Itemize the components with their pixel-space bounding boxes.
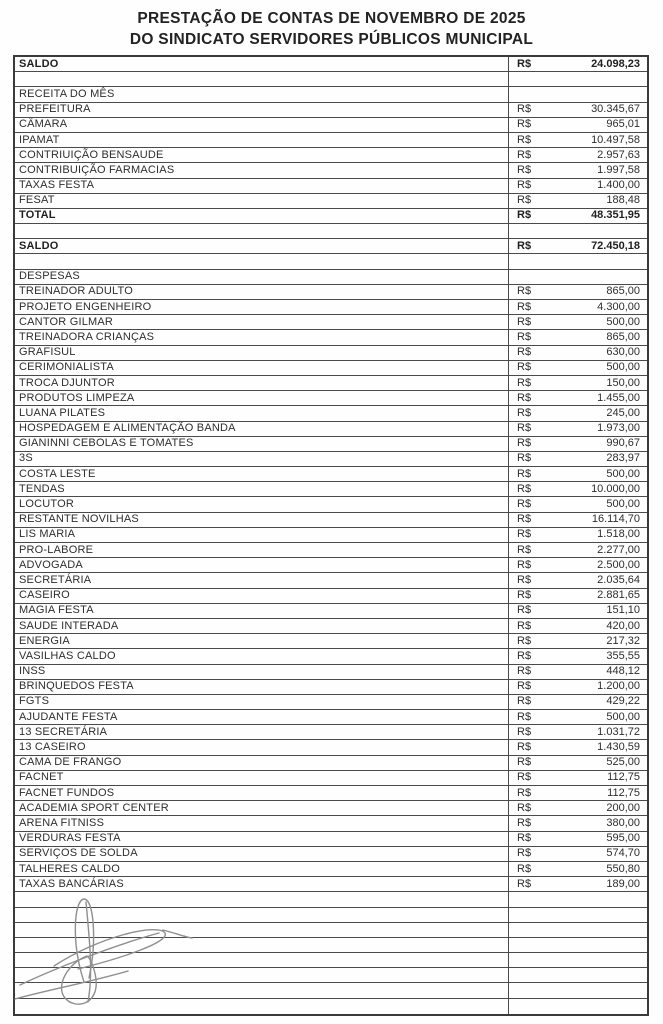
row-label: ENERGIA [19,634,70,647]
row-value-cell [508,908,647,922]
table-row [15,376,647,391]
row-amount: 283,97 [606,452,640,465]
row-currency: R$ [517,649,532,662]
row-label: CONTRIUIÇÃO BENSAUDE [19,148,164,161]
row-currency: R$ [517,118,532,131]
row-amount: 1.200,00 [597,680,640,693]
row-amount: 150,00 [606,376,640,389]
table-row [15,118,647,133]
table-row [15,634,647,649]
document-title [0,8,663,50]
row-label [15,999,508,1014]
row-value-cell [508,634,647,648]
row-value-cell [508,740,647,754]
row-amount: 200,00 [606,801,640,814]
table-row [15,194,647,209]
row-value-cell [508,239,647,253]
row-label [15,72,508,86]
row-value-cell [508,452,647,466]
row-currency: R$ [517,528,532,541]
row-value-cell [508,665,647,679]
row-value-cell [508,497,647,511]
row-label: SALDO [19,239,59,252]
row-amount: 355,55 [606,649,640,662]
row-value-cell [508,376,647,390]
table-row [15,72,647,87]
row-currency: R$ [517,239,532,252]
row-value-cell [508,148,647,162]
row-amount: 1.973,00 [597,422,640,435]
table-row [15,665,647,680]
row-amount: 2.500,00 [597,558,640,571]
row-value-cell [508,87,647,101]
table-row [15,908,647,923]
row-amount: 1.518,00 [597,528,640,541]
row-currency: R$ [517,634,532,647]
row-label: FGTS [19,695,50,708]
table-row [15,877,647,892]
row-amount: 112,75 [607,771,640,784]
row-currency: R$ [517,725,532,738]
row-value-cell [508,999,647,1014]
table-row [15,300,647,315]
row-currency: R$ [517,786,532,799]
row-label: TREINADOR ADULTO [19,285,134,298]
row-label: CÂMARA [19,118,68,131]
row-currency: R$ [517,665,532,678]
row-value-cell [508,786,647,800]
row-currency: R$ [517,163,532,176]
row-label: CASEIRO [19,589,70,602]
row-label: 13 SECRETÁRIA [19,725,108,738]
row-label: SALDO [19,57,59,70]
table-row [15,801,647,816]
row-value-cell [508,254,647,268]
row-label: PREFEITURA [19,103,91,116]
table-row [15,437,647,452]
row-label: TAXAS BANCÁRIAS [19,877,124,890]
row-value-cell [508,543,647,557]
row-value-cell [508,801,647,815]
row-amount: 1.997,58 [597,163,640,176]
row-label: HOSPEDAGEM E ALIMENTAÇÃO BANDA [19,422,236,435]
row-value-cell [508,558,647,572]
table-row [15,330,647,345]
row-currency: R$ [517,589,532,602]
row-value-cell [508,422,647,436]
row-label: TOTAL [19,209,56,222]
document-title-line2: DO SINDICATO SERVIDORES PÚBLICOS MUNICIPAL [129,31,534,48]
row-label [15,908,508,922]
row-value-cell [508,847,647,861]
row-label: GRAFISUL [19,346,76,359]
row-currency: R$ [517,376,532,389]
row-value-cell [508,467,647,481]
table-row [15,953,647,968]
row-value-cell [508,72,647,86]
table-row [15,513,647,528]
row-amount: 10.000,00 [591,482,640,495]
row-currency: R$ [517,847,532,860]
row-label: INSS [19,665,46,678]
row-currency: R$ [517,452,532,465]
row-value-cell [508,573,647,587]
row-amount: 189,00 [606,877,640,890]
row-currency: R$ [517,619,532,632]
row-amount: 630,00 [606,346,640,359]
row-value-cell [508,194,647,208]
table-row [15,923,647,938]
row-amount: 865,00 [606,330,640,343]
row-label [15,892,508,906]
row-currency: R$ [517,422,532,435]
row-value-cell [508,710,647,724]
row-amount: 595,00 [606,832,640,845]
row-label: VASILHAS CALDO [19,649,116,662]
table-row [15,406,647,421]
row-value-cell [508,983,647,997]
row-currency: R$ [517,816,532,829]
row-label [15,938,508,952]
table-row [15,528,647,543]
table-row [15,391,647,406]
row-value-cell [508,892,647,906]
row-amount: 550,80 [606,862,640,875]
row-amount: 112,75 [607,786,640,799]
row-currency: R$ [517,209,532,222]
row-label: GIANINNI CEBOLAS E TOMATES [19,437,194,450]
row-label: PROJETO ENGENHEIRO [19,300,152,313]
row-amount: 188,48 [606,194,640,207]
row-value-cell [508,877,647,891]
row-value-cell [508,224,647,238]
table-row [15,968,647,983]
row-value-cell [508,604,647,618]
table-row [15,740,647,755]
row-currency: R$ [517,406,532,419]
row-currency: R$ [517,148,532,161]
table-row [15,346,647,361]
table-row [15,756,647,771]
row-label: IPAMAT [19,133,60,146]
row-currency: R$ [517,771,532,784]
row-label: TENDAS [19,482,65,495]
row-amount: 10.497,58 [591,133,640,146]
row-label: SAUDE INTERADA [19,619,119,632]
row-label: 13 CASEIRO [19,741,86,754]
row-value-cell [508,437,647,451]
row-label [15,224,508,238]
row-label [15,923,508,937]
row-currency: R$ [517,710,532,723]
row-amount: 525,00 [606,756,640,769]
row-label: CANTOR GILMAR [19,315,114,328]
table-row [15,452,647,467]
table-row [15,57,647,72]
row-currency: R$ [517,437,532,450]
row-value-cell [508,862,647,876]
row-label: VERDURAS FESTA [19,832,121,845]
row-value-cell [508,391,647,405]
row-currency: R$ [517,179,532,192]
table-row [15,270,647,285]
table-row [15,938,647,953]
row-label: CAMA DE FRANGO [19,756,122,769]
table-row [15,816,647,831]
row-currency: R$ [517,330,532,343]
row-amount: 500,00 [606,498,640,511]
row-amount: 24.098,23 [591,57,640,70]
row-amount: 500,00 [606,315,640,328]
row-value-cell [508,346,647,360]
row-label: TROCA DJUNTOR [19,376,115,389]
table-row [15,589,647,604]
row-label: AJUDANTE FESTA [19,710,118,723]
row-label [15,953,508,967]
row-label: RESTANTE NOVILHAS [19,513,139,526]
row-value-cell [508,619,647,633]
row-value-cell [508,589,647,603]
row-label: COSTA LESTE [19,467,96,480]
row-amount: 965,01 [606,118,640,131]
row-label: TREINADORA CRIANÇAS [19,330,155,343]
row-amount: 1.430,59 [597,741,640,754]
report-table [13,55,649,1016]
row-currency: R$ [517,300,532,313]
row-amount: 2.277,00 [597,543,640,556]
row-currency: R$ [517,801,532,814]
row-currency: R$ [517,361,532,374]
table-row [15,103,647,118]
row-amount: 2.957,63 [597,148,640,161]
table-row [15,239,647,254]
row-value-cell [508,923,647,937]
row-amount: 16.114,70 [591,513,640,526]
table-row [15,543,647,558]
row-amount: 1.455,00 [597,391,640,404]
row-amount: 1.400,00 [597,179,640,192]
row-label: LOCUTOR [19,498,74,511]
row-value-cell [508,285,647,299]
table-row [15,832,647,847]
row-value-cell [508,938,647,952]
row-currency: R$ [517,513,532,526]
row-currency: R$ [517,695,532,708]
table-row [15,680,647,695]
row-amount: 72.450,18 [591,239,640,252]
table-row [15,892,647,907]
row-value-cell [508,209,647,223]
table-row [15,847,647,862]
row-value-cell [508,528,647,542]
row-value-cell [508,953,647,967]
row-label [15,983,508,997]
table-row [15,209,647,224]
row-amount: 448,12 [606,665,640,678]
table-row [15,999,647,1014]
table-row [15,148,647,163]
row-value-cell [508,163,647,177]
table-row [15,558,647,573]
row-amount: 429,22 [606,695,640,708]
row-label: LIS MARIA [19,528,76,541]
row-currency: R$ [517,194,532,207]
row-amount: 865,00 [606,285,640,298]
row-currency: R$ [517,467,532,480]
table-row [15,87,647,102]
row-value-cell [508,270,647,284]
row-label: 3S [19,452,33,465]
row-amount: 4.300,00 [597,300,640,313]
table-row [15,710,647,725]
row-currency: R$ [517,756,532,769]
row-label [15,968,508,982]
table-row [15,573,647,588]
row-value-cell [508,756,647,770]
row-value-cell [508,513,647,527]
row-value-cell [508,680,647,694]
row-amount: 2.035,64 [597,573,640,586]
row-value-cell [508,330,647,344]
row-label: RECEITA DO MÊS [19,87,115,100]
table-row [15,254,647,269]
table-row [15,649,647,664]
row-value-cell [508,179,647,193]
row-currency: R$ [517,543,532,556]
row-label: CERIMONIALISTA [19,361,114,374]
row-currency: R$ [517,482,532,495]
row-amount: 48.351,95 [591,209,640,222]
row-value-cell [508,816,647,830]
row-value-cell [508,649,647,663]
row-label: ACADEMIA SPORT CENTER [19,801,169,814]
row-amount: 151,10 [606,604,640,617]
row-value-cell [508,133,647,147]
row-label: ARENA FITNISS [19,816,105,829]
row-currency: R$ [517,57,532,70]
row-label: DESPESAS [19,270,80,283]
row-label: TALHERES CALDO [19,862,121,875]
row-value-cell [508,695,647,709]
table-row [15,315,647,330]
row-label: LUANA PILATES [19,406,106,419]
document-title-line1: PRESTAÇÃO DE CONTAS DE NOVEMBRO DE 2025 [137,10,526,27]
row-amount: 217,32 [606,634,640,647]
row-currency: R$ [517,862,532,875]
row-amount: 2.881,65 [597,589,640,602]
table-row [15,179,647,194]
row-amount: 500,00 [606,467,640,480]
row-currency: R$ [517,391,532,404]
row-value-cell [508,118,647,132]
row-value-cell [508,57,647,71]
row-label: MAGIA FESTA [19,604,94,617]
row-currency: R$ [517,604,532,617]
table-row [15,482,647,497]
row-amount: 245,00 [606,406,640,419]
row-label: CONTRIBUIÇÃO FARMACIAS [19,163,175,176]
table-row [15,619,647,634]
row-currency: R$ [517,877,532,890]
row-value-cell [508,103,647,117]
row-value-cell [508,968,647,982]
row-label: SECRETÁRIA [19,573,92,586]
row-currency: R$ [517,832,532,845]
table-row [15,422,647,437]
row-currency: R$ [517,315,532,328]
row-label: FESAT [19,194,55,207]
row-label: BRINQUEDOS FESTA [19,680,134,693]
row-label: SERVIÇOS DE SOLDA [19,847,138,860]
table-row [15,862,647,877]
row-amount: 500,00 [606,361,640,374]
row-label: FACNET FUNDOS [19,786,115,799]
row-label [15,254,508,268]
row-value-cell [508,361,647,375]
row-label: PRODUTOS LIMPEZA [19,391,135,404]
row-label: ADVOGADA [19,558,83,571]
row-label: FACNET [19,771,64,784]
row-amount: 420,00 [606,619,640,632]
table-row [15,771,647,786]
row-currency: R$ [517,558,532,571]
table-row [15,361,647,376]
table-row [15,983,647,998]
row-currency: R$ [517,680,532,693]
row-currency: R$ [517,498,532,511]
row-currency: R$ [517,133,532,146]
table-row [15,695,647,710]
row-amount: 1.031,72 [597,725,640,738]
row-value-cell [508,300,647,314]
row-amount: 500,00 [606,710,640,723]
table-row [15,285,647,300]
table-row [15,163,647,178]
row-currency: R$ [517,285,532,298]
row-value-cell [508,771,647,785]
table-row [15,133,647,148]
row-value-cell [508,406,647,420]
table-row [15,224,647,239]
row-currency: R$ [517,741,532,754]
row-amount: 30.345,67 [591,103,640,116]
table-row [15,497,647,512]
row-currency: R$ [517,103,532,116]
row-label: PRO-LABORE [19,543,94,556]
row-value-cell [508,725,647,739]
table-row [15,467,647,482]
row-value-cell [508,832,647,846]
row-amount: 380,00 [606,816,640,829]
row-currency: R$ [517,573,532,586]
row-value-cell [508,482,647,496]
row-value-cell [508,315,647,329]
table-row [15,725,647,740]
row-currency: R$ [517,346,532,359]
table-row [15,604,647,619]
table-row [15,786,647,801]
row-amount: 990,67 [606,437,640,450]
row-amount: 574,70 [606,847,640,860]
row-label: TAXAS FESTA [19,179,95,192]
